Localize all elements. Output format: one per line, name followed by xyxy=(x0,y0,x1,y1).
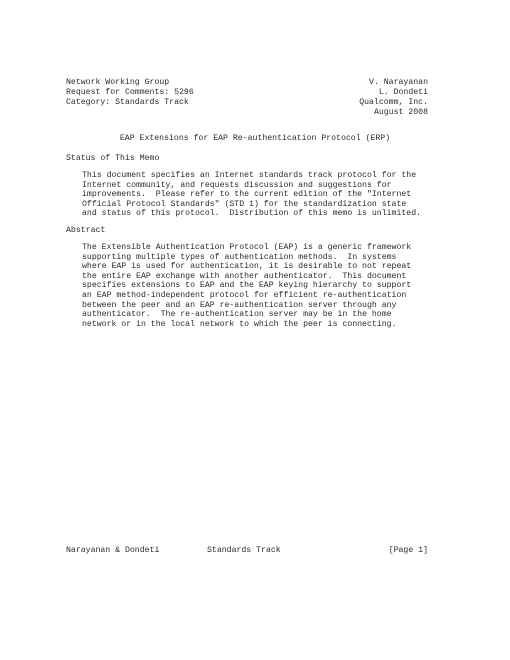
status-line: improvements. Please refer to the current edition of the "Internet xyxy=(82,190,412,200)
header-row-4 xyxy=(66,108,428,118)
abstract-line: the entire EAP exchange with another authenticator. This document xyxy=(82,271,407,281)
footer-track: Standards Track xyxy=(207,546,281,555)
header-row-2 xyxy=(66,88,428,98)
category: Category: Standards Track xyxy=(66,98,189,107)
page-footer xyxy=(66,546,428,556)
abstract-line: network or in the local network to which the peer is connecting. xyxy=(82,319,397,329)
organization: Qualcomm, Inc. xyxy=(359,98,428,107)
abstract-line: an EAP method-independent protocol for efficient re-authentication xyxy=(82,290,407,300)
status-line: Official Protocol Standards" (STD 1) for the standardization state xyxy=(82,199,407,209)
document-title: EAP Extensions for EAP Re-authentication Protocol (ERP) xyxy=(119,134,391,143)
abstract-line: specifies extensions to EAP and the EAP keying hierarchy to support xyxy=(82,281,412,291)
header-row-3 xyxy=(66,98,428,108)
header-row-1 xyxy=(66,78,428,88)
author-1: V. Narayanan xyxy=(369,78,428,87)
working-group: Network Working Group xyxy=(66,78,170,87)
status-paragraph xyxy=(82,171,442,219)
abstract-paragraph xyxy=(82,243,442,329)
abstract-line: where EAP is used for authentication, it is desirable to not repeat xyxy=(82,262,412,272)
abstract-heading: Abstract xyxy=(66,226,106,235)
status-line: and status of this protocol. Distribution of this memo is unlimited. xyxy=(82,209,422,219)
status-line: This document specifies an Internet standards track protocol for the xyxy=(82,171,417,180)
abstract-line: authenticator. The re-authentication server may be in the home xyxy=(82,310,392,320)
publication-date: August 2008 xyxy=(373,108,428,117)
status-heading: Status of This Memo xyxy=(66,154,160,163)
abstract-line: The Extensible Authentication Protocol (EAP) is a generic framework xyxy=(82,243,412,252)
abstract-line: supporting multiple types of authentication methods. In systems xyxy=(82,252,397,262)
author-2: L. Dondeti xyxy=(378,88,428,97)
rfc-number: Request for Comments: 5296 xyxy=(66,88,194,97)
abstract-line: between the peer and an EAP re-authentication server through any xyxy=(82,300,397,310)
status-line: Internet community, and requests discussion and suggestions for xyxy=(82,180,392,190)
footer-authors: Narayanan & Dondeti xyxy=(66,546,160,555)
footer-page-number: [Page 1] xyxy=(388,546,428,555)
